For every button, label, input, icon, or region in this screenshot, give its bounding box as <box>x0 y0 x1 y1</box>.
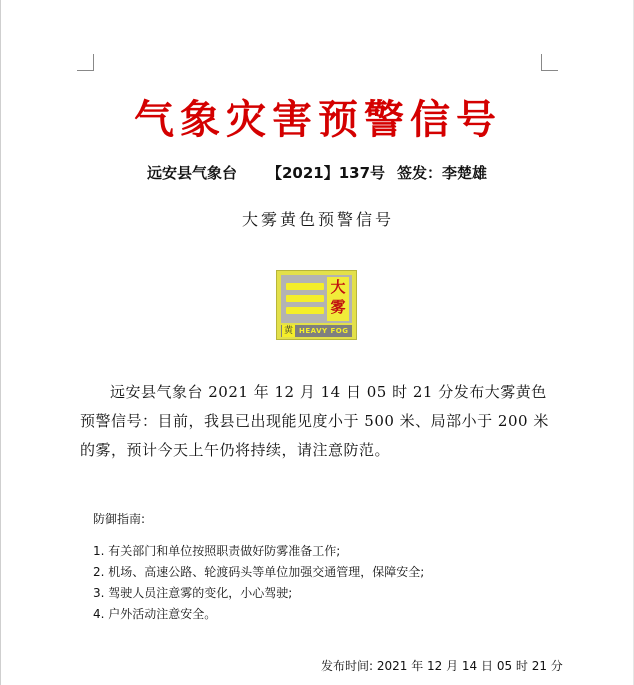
fog-bars-icon <box>286 283 324 317</box>
guide-item: 2. 机场、高速公路、轮渡码头等单位加强交通管理，保障安全; <box>93 565 425 579</box>
issuer: 签发：李楚雄 <box>397 164 488 182</box>
document-number: 【2021】137号 <box>267 164 386 182</box>
signal-glyph-top: 大 <box>330 278 346 296</box>
document-meta <box>1 162 634 184</box>
crop-mark-top-right <box>541 54 558 71</box>
crop-mark-top-left <box>77 54 94 71</box>
guide-heading: 防御指南: <box>93 512 146 526</box>
signal-label-strip <box>281 325 352 337</box>
signal-glyph-box <box>327 277 349 321</box>
warning-body: 远安县气象台 2021 年 12 月 14 日 05 时 21 分发布大雾黄色预警信号：目前，我县已出现能见度小于 500 米、局部小于 200 米的雾，预计今天上午仍将持续，请注意防范。 <box>80 383 549 459</box>
agency-name: 远安县气象台 <box>147 164 238 182</box>
signal-level-char: 黄 <box>283 326 293 336</box>
signal-glyph-bottom: 雾 <box>330 298 346 316</box>
signal-panel <box>281 275 352 323</box>
heavy-fog-yellow-warning-icon <box>276 270 357 340</box>
document-title: 气象灾害预警信号 <box>134 96 502 143</box>
guide-item: 4. 户外活动注意安全。 <box>93 607 217 621</box>
guide-item: 1. 有关部门和单位按照职责做好防雾准备工作; <box>93 544 341 558</box>
guide-item: 3. 驾驶人员注意雾的变化，小心驾驶; <box>93 586 293 600</box>
document-subtitle: 大雾黄色预警信号 <box>241 210 394 229</box>
guide-list <box>93 541 424 625</box>
signal-english-label: HEAVY FOG <box>299 327 349 335</box>
publish-time: 发布时间: 2021 年 12 月 14 日 05 时 21 分 <box>321 659 563 673</box>
